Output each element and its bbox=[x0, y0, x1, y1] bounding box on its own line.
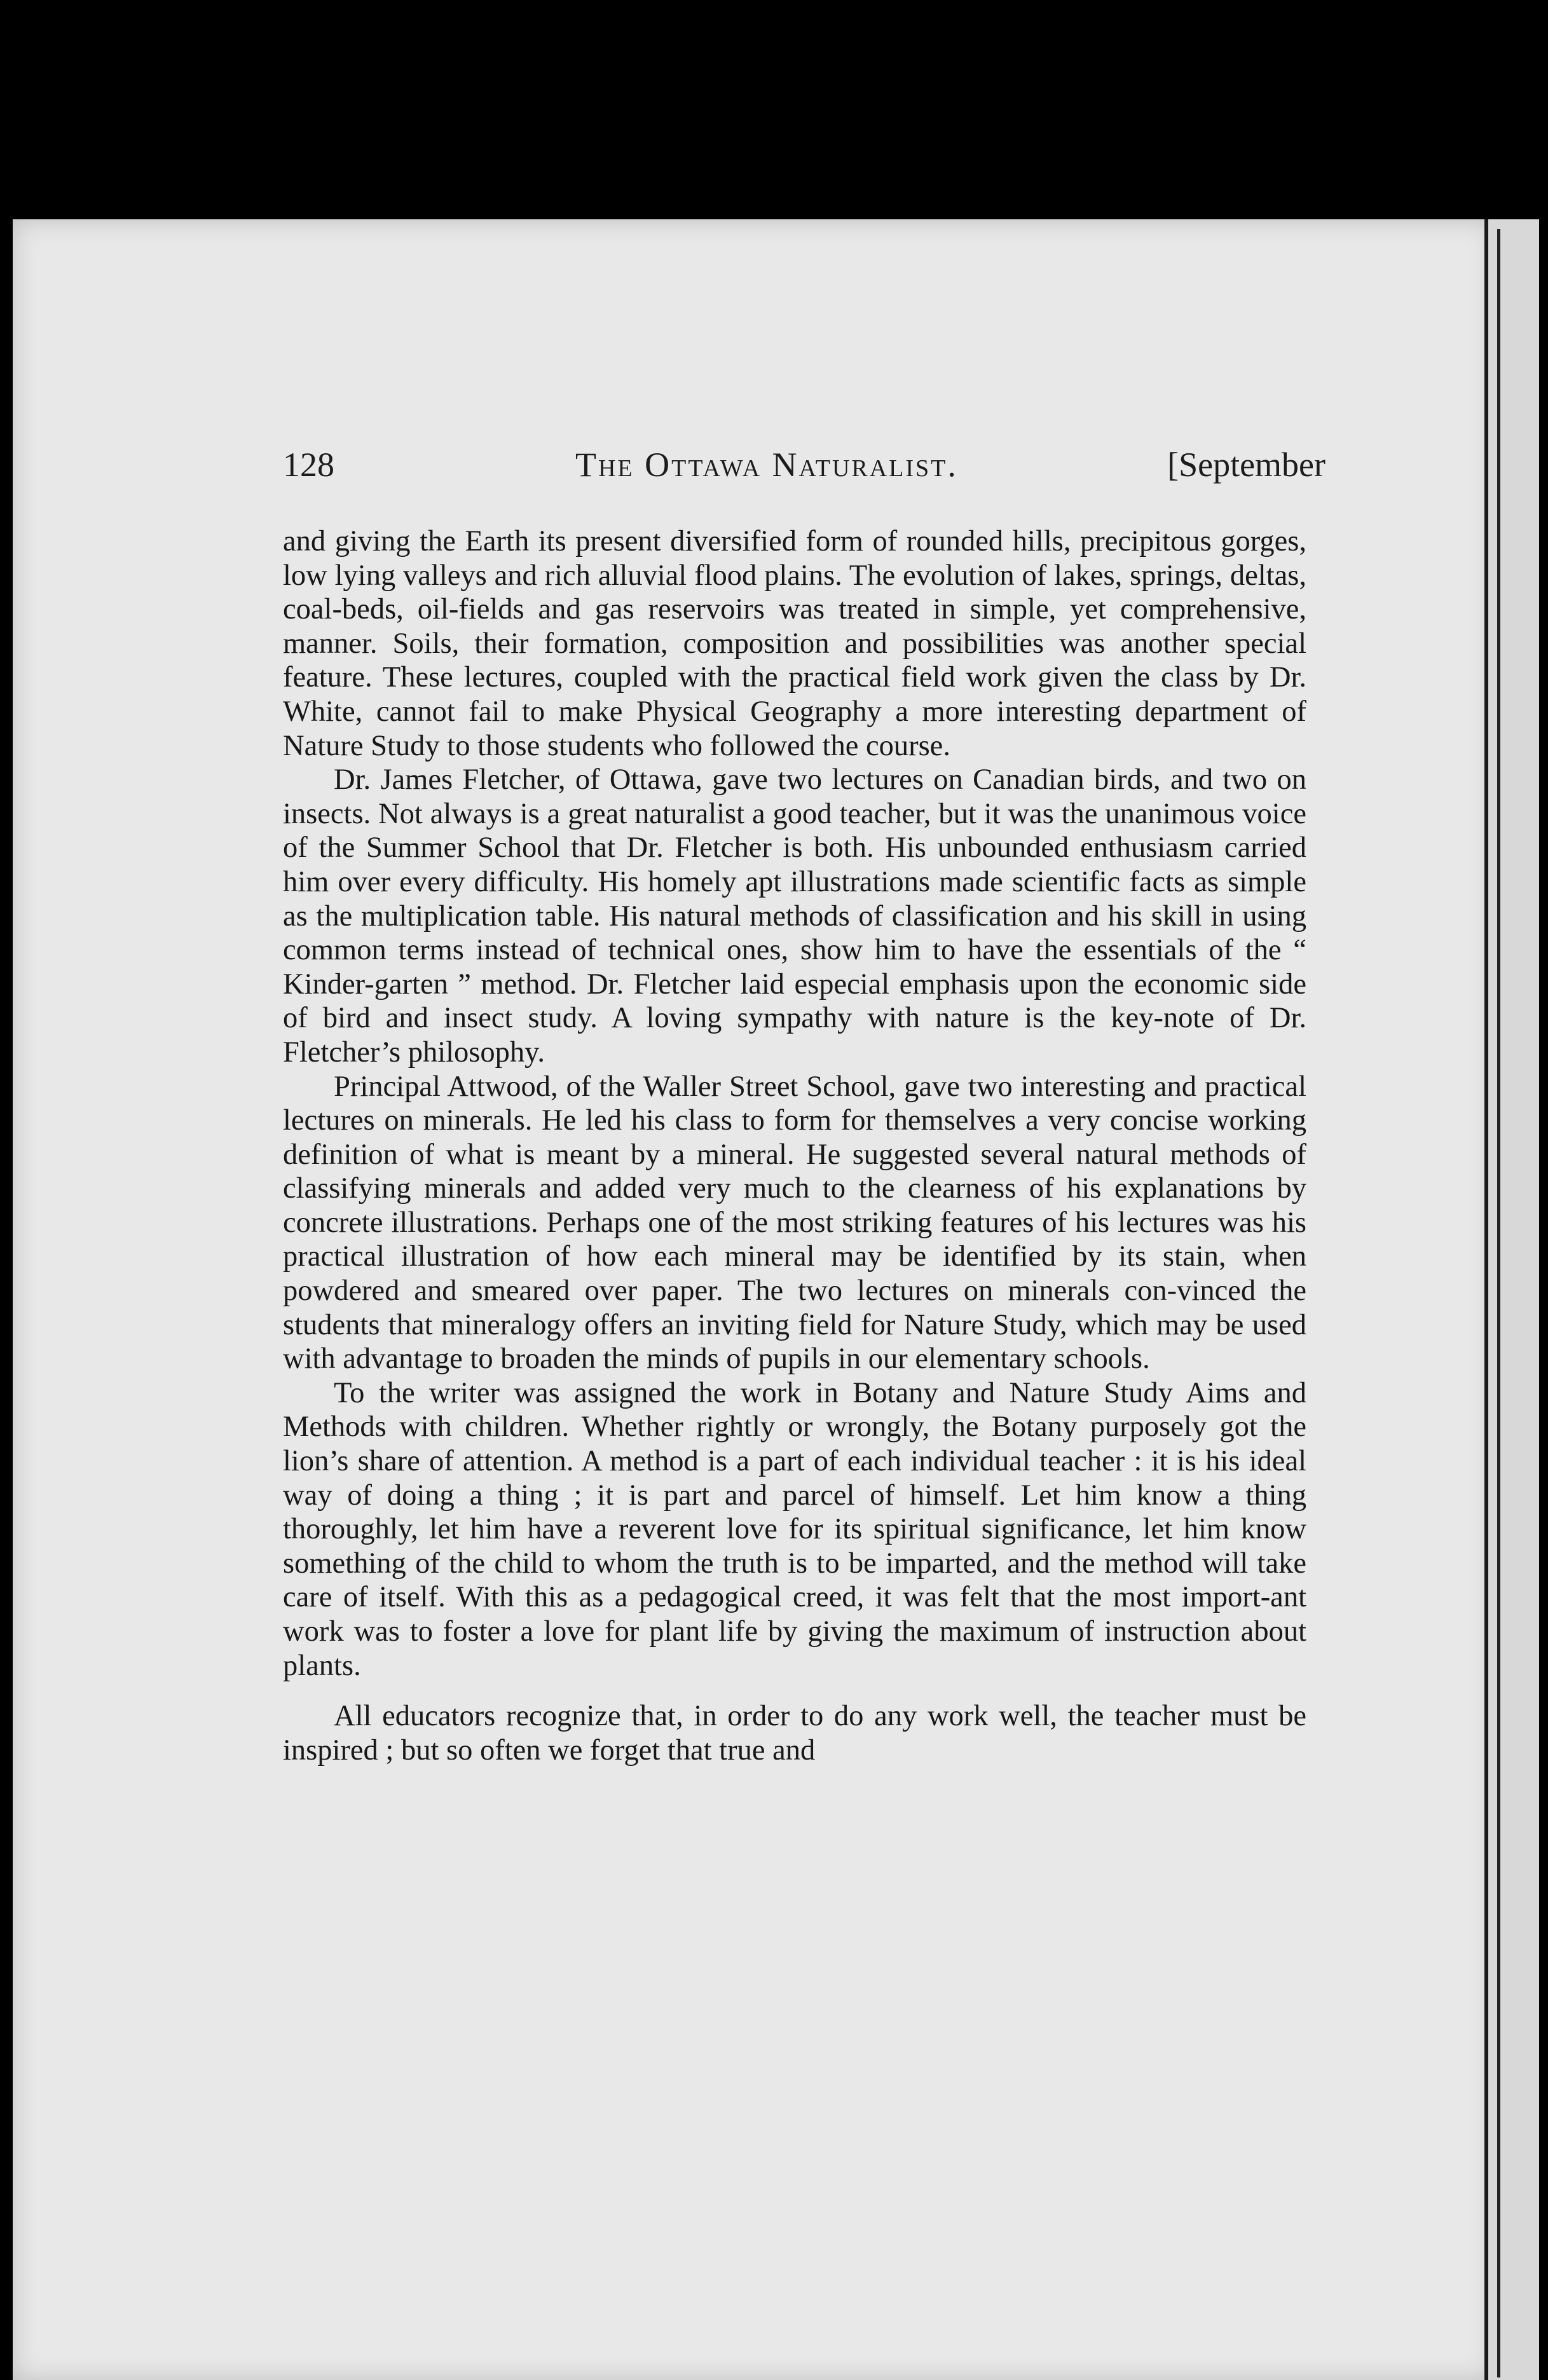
journal-title: The Ottawa Naturalist. bbox=[575, 446, 958, 484]
paragraph-attwood: Principal Attwood, of the Waller Street School, gave two interesting and practical lectures on minerals. He led his class to form for themselves a very concise working definition of what is meant by a mineral. He suggested several natural methods of classifying minerals and added very much to the clearness of his explanations by concrete illustrations. Perhaps one of the most striking features of his lectures was his practical illustration of how each mineral may be identified by its stain, when powdered and smeared over paper. The two lectures on minerals con-vinced the students that mineralogy offers an inviting field for Nature Study, which may be used with advantage to broaden the minds of pupils in our elementary schools. bbox=[283, 1070, 1306, 1376]
paragraph-physical-geography: and giving the Earth its present diversified form of rounded hills, precipitous gorges, low lying valleys and rich alluvial flood plains. The evolution of lakes, springs, deltas, coal-beds, oil-fields and gas reservoirs was treated in simple, yet comprehensive, manner. Soils, their formation, composition and possibilities was another special feature. These lectures, coupled with the practical field work given the class by Dr. White, cannot fail to make Physical Geography a more interesting department of Nature Study to those students who followed the course. bbox=[283, 525, 1306, 762]
paragraph-fletcher: Dr. James Fletcher, of Ottawa, gave two lectures on Canadian birds, and two on insects. Not always is a great naturalist a good teacher, but it was the unanimous voice of the Summer School that Dr. Fletcher is both. His unbounded enthusiasm carried him over every difficulty. His homely apt illustrations made scientific facts as simple as the multiplication table. His natural methods of classification and his skill in using common terms instead of technical ones, show him to have the essentials of the “ Kinder-garten ” method. Dr. Fletcher laid especial emphasis upon the economic side of bird and insect study. A loving sympathy with nature is the key-note of Dr. Fletcher’s philosophy. bbox=[283, 763, 1306, 1069]
paragraph-educators: All educators recognize that, in order to do any work well, the teacher must be inspired ; but so often we forget that true and bbox=[283, 1700, 1306, 1767]
paragraph-botany: To the writer was assigned the work in Botany and Nature Study Aims and Methods with children. Whether rightly or wrongly, the Botany purposely got the lion’s share of attention. A method is a part of each individual teacher : it is his ideal way of doing a thing ; it is part and parcel of himself. Let him know a thing thoroughly, let him have a reverent love for its spiritual significance, let him know something of the child to whom the truth is to be imparted, and the method will take care of itself. With this as a pedagogical creed, it was felt that the most import-ant work was to foster a love for plant life by giving the maximum of instruction about plants. bbox=[283, 1376, 1306, 1682]
facing-page-edge bbox=[1484, 219, 1539, 2380]
issue-month: [September bbox=[1167, 446, 1325, 484]
page-number: 128 bbox=[283, 446, 334, 484]
article-body bbox=[283, 524, 1306, 1767]
running-head bbox=[283, 445, 1325, 496]
binding-line bbox=[1497, 229, 1500, 2377]
